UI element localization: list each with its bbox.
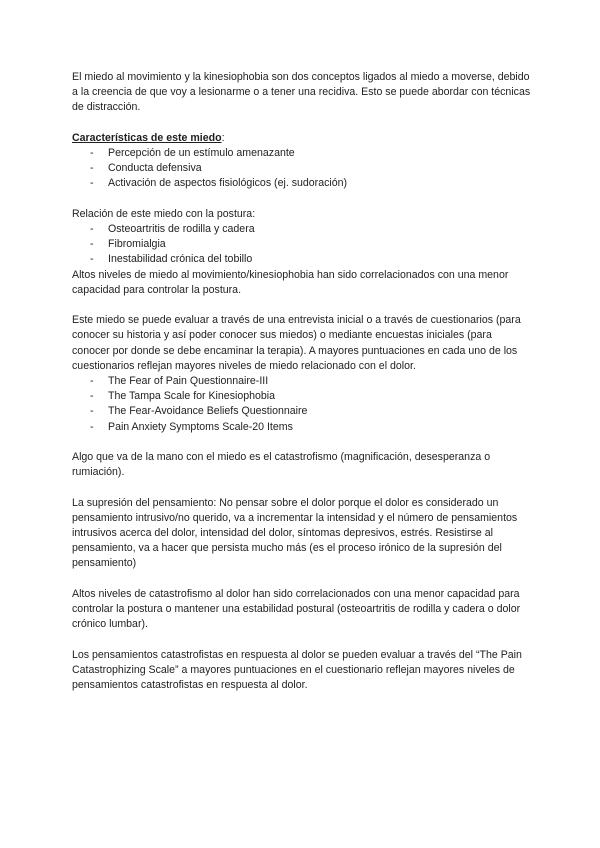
list-item <box>72 176 532 191</box>
dash-marker: - <box>90 375 94 388</box>
suppression-paragraph: La supresión del pensamiento: No pensar sobre el dolor porque el dolor es considerado un pensamiento intrusivo/no querido, va a incrementar la intensidad y el número de pensamientos intrusivos acerca del dolor, intensidad del dolor, síntomas depresivos, estrés. Resistirse al pensamiento, va a hacer que persista mucho más (es el proceso irónico de la supresión del pensamiento) <box>72 496 518 570</box>
list-item-text: The Tampa Scale for Kinesiophobia <box>108 390 276 403</box>
characteristics-heading: Características de este miedo <box>72 131 222 144</box>
list-item <box>72 389 532 404</box>
intro-paragraph: El miedo al movimiento y la kinesiophobia son dos conceptos ligados al miedo a moverse, debido a la creencia de que voy a lesionarme o a tener una recidiva. Esto se puede abordar con técnicas de distracción. <box>72 71 531 114</box>
list-item-text: Percepción de un estímulo amenazante <box>108 147 295 159</box>
dash-marker: - <box>90 405 94 418</box>
dash-marker: - <box>90 147 94 159</box>
list-item-text: Activación de aspectos fisiológicos (ej. sudoración) <box>108 177 348 190</box>
evaluation-paragraph: Este miedo se puede evaluar a través de una entrevista inicial o a través de cuestionarios (para conocer su historia y así poder conocer sus miedos) o mediante encuestas iniciales (para conocer por donde se debe encaminar la terapia). A mayores puntuaciones en cada uno de los cuestionarios reflejan mayores niveles de miedo relacionado con el dolor. <box>72 314 521 372</box>
characteristics-heading-line <box>72 131 532 146</box>
posture-note: Altos niveles de miedo al movimiento/kinesiophobia han sido correlacionados con una menor capacidad para controlar la postura. <box>72 268 509 296</box>
list-item <box>72 161 532 176</box>
catastrophism-paragraph: Algo que va de la mano con el miedo es el catastrofismo (magnificación, desesperanza o rumiación). <box>72 451 491 479</box>
dash-marker: - <box>90 253 94 266</box>
list-item <box>72 404 532 419</box>
dash-marker: - <box>90 238 94 251</box>
dash-marker: - <box>90 223 94 235</box>
scale-paragraph: Los pensamientos catastrofistas en respuesta al dolor se pueden evaluar a través del “The Pain Catastrophizing Scale” a mayores puntuaciones en el cuestionario reflejan mayores niveles de pensamientos catastrofistas en respuesta al dolor. <box>72 648 522 692</box>
list-item-text: Inestabilidad crónica del tobillo <box>108 253 253 266</box>
list-item-text: Pain Anxiety Symptoms Scale-20 Items <box>108 420 293 433</box>
dash-marker: - <box>90 177 94 190</box>
list-item <box>72 237 532 252</box>
list-item-text: The Fear-Avoidance Beliefs Questionnaire <box>108 405 308 418</box>
list-item <box>72 146 532 161</box>
posture-heading: Relación de este miedo con la postura: <box>72 207 256 220</box>
questionnaire-list <box>72 374 532 435</box>
list-item <box>72 374 532 389</box>
list-item <box>72 222 532 237</box>
list-item-text: Osteoartritis de rodilla y cadera <box>108 223 255 235</box>
characteristics-list <box>72 146 532 192</box>
document-page <box>72 70 532 693</box>
dash-marker: - <box>90 420 94 433</box>
list-item <box>72 420 532 435</box>
posture-list <box>72 222 532 268</box>
dash-marker: - <box>90 162 94 175</box>
dash-marker: - <box>90 390 94 403</box>
list-item-text: The Fear of Pain Questionnaire-III <box>108 375 269 388</box>
characteristics-colon: : <box>221 131 225 144</box>
list-item-text: Conducta defensiva <box>108 162 202 175</box>
list-item <box>72 252 532 267</box>
catastrophism-posture-paragraph: Altos niveles de catastrofismo al dolor han sido correlacionados con una menor capacidad para controlar la postura o mantener una estabilidad postural (osteoartritis de rodilla y cadera o dolor crónico lumbar). <box>72 587 521 631</box>
list-item-text: Fibromialgia <box>108 238 166 251</box>
